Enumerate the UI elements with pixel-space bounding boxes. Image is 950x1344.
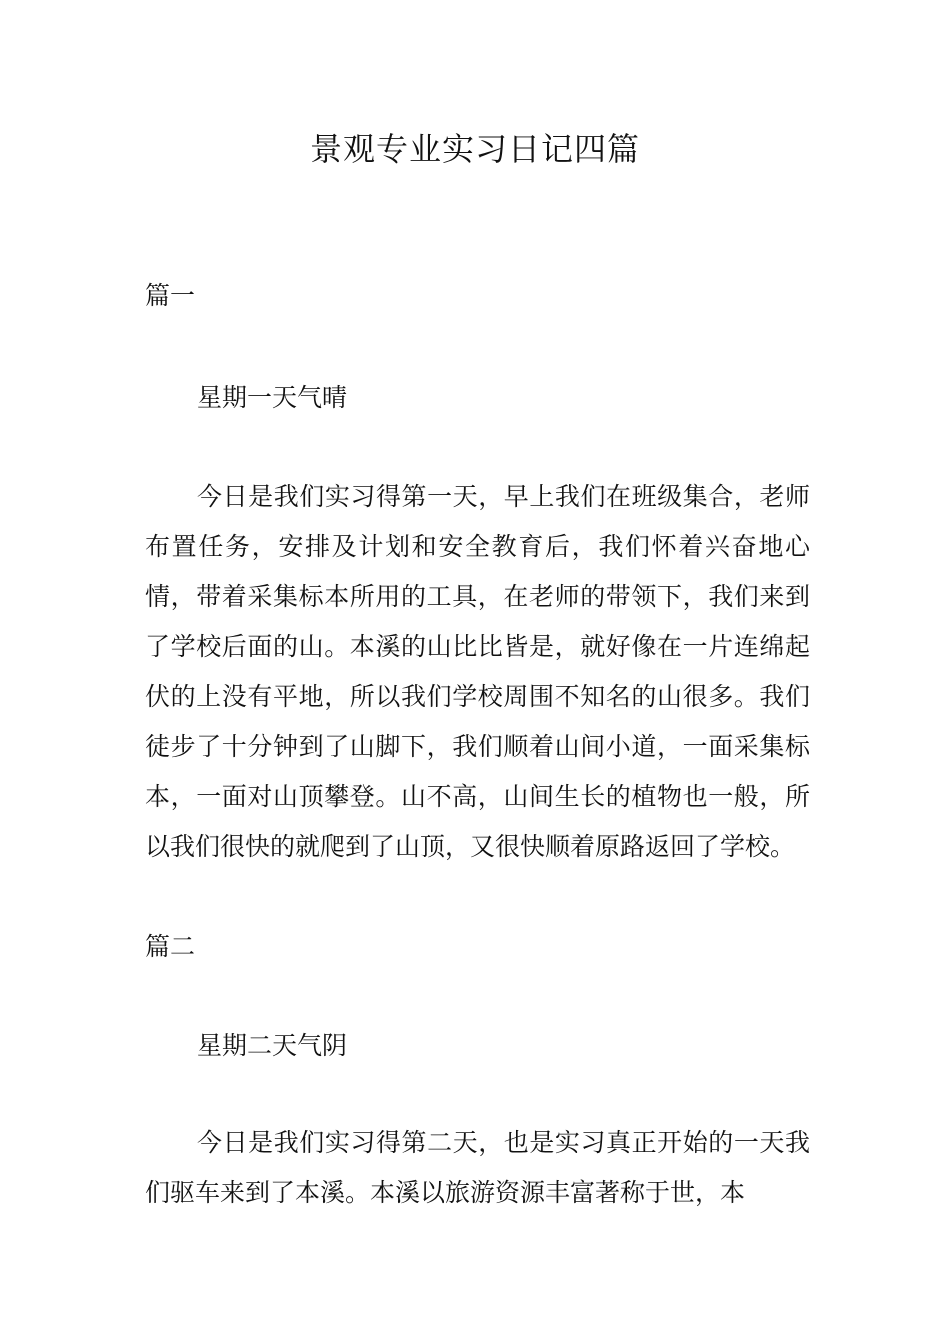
date-weather-2: 星期二天气阴 [197, 1031, 348, 1060]
section-label-1: 篇一 [145, 281, 196, 310]
paragraph-2: 今日是我们实习得第二天，也是实习真正开始的一天我们驱车来到了本溪。本溪以旅游资源丰富著称于世，本 [145, 1128, 810, 1207]
section-label-2: 篇二 [145, 932, 196, 961]
document-title: 景观专业实习日记四篇 [309, 130, 640, 168]
paragraph-1: 今日是我们实习得第一天，早上我们在班级集合，老师布置任务，安排及计划和安全教育后，我们怀着兴奋地心情，带着采集标本所用的工具，在老师的带领下，我们来到了学校后面的山。本溪的山比比皆是，就好像在一片连绵起伏的上没有平地，所以我们学校周围不知名的山很多。我们徒步了十分钟到了山脚下，我们顺着山间小道，一面采集标本，一面对山顶攀登。山不高，山间生长的植物也一般，所以我们很快的就爬到了山顶，又很快顺着原路返回了学校。 [145, 482, 810, 861]
date-weather-1: 星期一天气晴 [197, 383, 348, 412]
